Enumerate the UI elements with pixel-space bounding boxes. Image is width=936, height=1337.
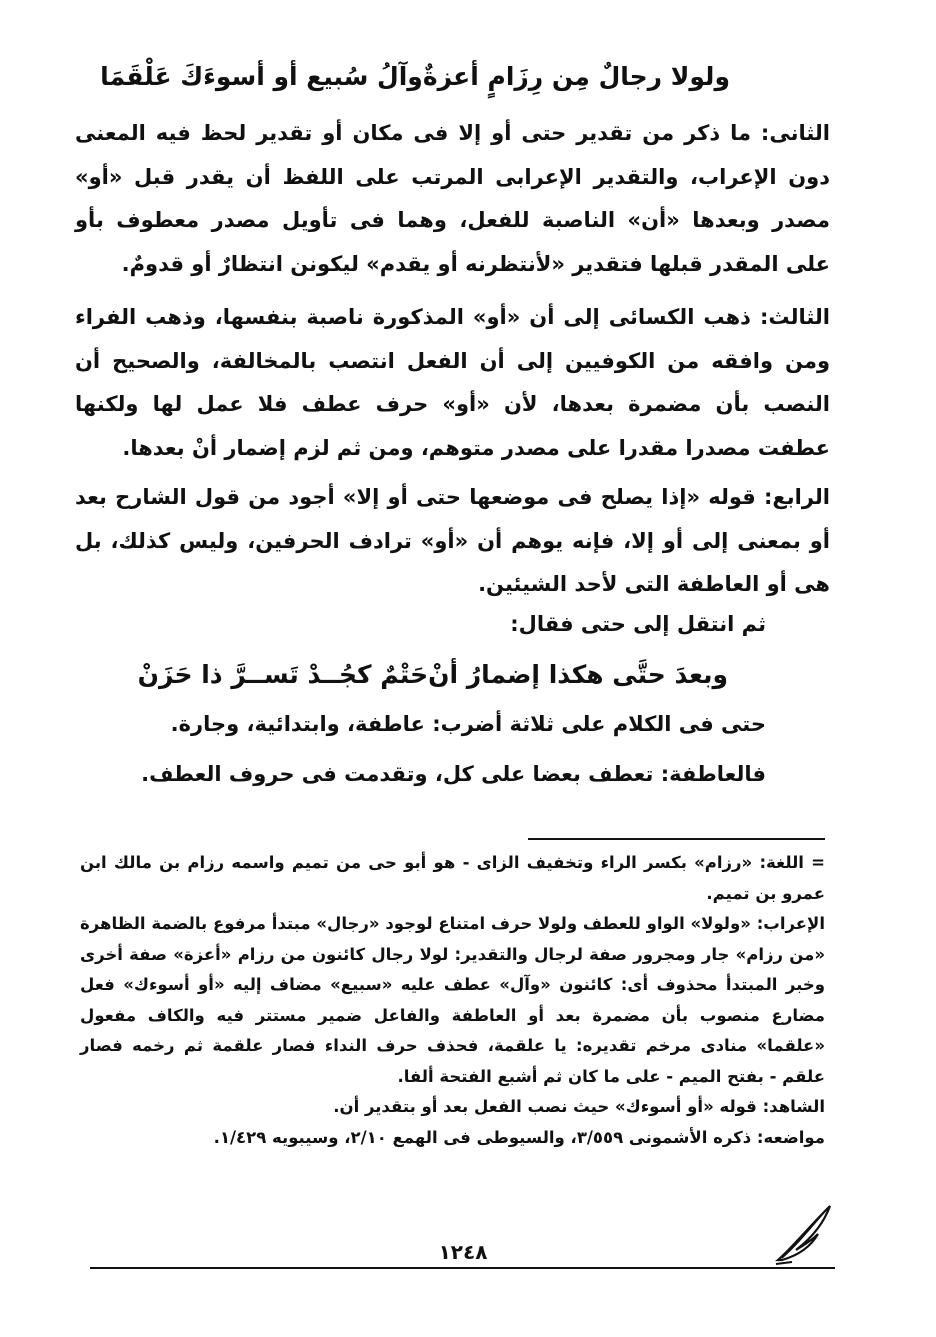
footnotes bbox=[80, 848, 825, 1153]
footnote-irab-lead: الإعراب: bbox=[756, 914, 825, 933]
verse-middle bbox=[137, 660, 728, 689]
footnote-mawadiuh bbox=[80, 1123, 825, 1154]
footnote-irab bbox=[80, 909, 825, 1092]
page-number: ١٢٤٨ bbox=[438, 1240, 488, 1264]
footnote-lugha-text: «رزام» بكسر الراء وتخفيف الزاى - هو أبو حى من تميم واسمه رزام بن مالك ابن عمرو بن تميم. bbox=[80, 853, 825, 903]
verse-middle-hemistich-2: حَتْمٌ كجُــدْ تَســرَّ ذا حَزَنْ bbox=[137, 660, 429, 689]
paragraph-third-text: ذهب الكسائى إلى أن «أو» المذكورة ناصبة بنفسها، وذهب الفراء ومن وافقه من الكوفيين إلى أن الفعل انتصب بالمخالفة، والصحيح أن النصب بأن مضمرة بعدها، لأن «أو» حرف عطف فلا عمل لها ولكنها عطفت مصدرا مقدرا على مصدر متوهم، ومن ثم لزم إضمار أنْ بعدها. bbox=[75, 305, 830, 460]
paragraph-second-lead: الثانى: bbox=[760, 121, 830, 145]
bottom-rule bbox=[90, 1267, 835, 1269]
footnote-shahid-lead: الشاهد: bbox=[762, 1097, 825, 1116]
footnote-shahid-text: قوله «أو أسوءك» حيث نصب الفعل بعد أو بتقدير أن. bbox=[333, 1097, 763, 1116]
paragraph-fourth-lead: الرابع: bbox=[764, 485, 830, 509]
paragraph-third bbox=[75, 296, 830, 470]
footnote-shahid bbox=[80, 1092, 825, 1123]
paragraph-second-text: ما ذكر من تقدير حتى أو إلا فى مكان أو تقدير لحظ فيه المعنى دون الإعراب، والتقدير الإعرابى المرتب على اللفظ أن يقدر قبل «أو» مصدر وبعدها «أن» الناصبة للفعل، وهما فى تأويل مصدر معطوف بأو على المقدر قبلها فتقدير «لأنتظرنه أو يقدم» ليكونن انتظارٌ أو قدومٌ. bbox=[75, 121, 830, 276]
paragraph-second bbox=[75, 112, 830, 286]
footnote-lugha-lead: = اللغة: bbox=[759, 853, 826, 872]
atifa-line: فالعاطفة: تعطف بعضا على كل، وتقدمت فى حروف العطف. bbox=[141, 762, 766, 786]
footnote-lugha bbox=[80, 848, 825, 909]
verse-top bbox=[100, 62, 730, 91]
footnote-irab-text: «ولولا» الواو للعطف ولولا حرف امتناع لوجود «رجال» مبتدأ مرفوع بالضمة الظاهرة «من رزام» جار ومجرور صفة لرجال والتقدير: لولا رجال كائنون من رزام «أعزة» صفة أخرى وخبر المبتدأ محذوف أى: كائنون «وآل» عطف عليه «سبيع» مضاف إليه «أو أسوءك» فعل مضارع منصوب بأن مضمرة بعد أو العاطفة والفاعل ضمير مستتر فيه والكاف مفعول «علقما» منادى مرخم تقديره: يا علقمة، فحذف حرف النداء فصار علقمة ثم رخمه فصار علقم - بفتح الميم - على ما كان ثم أشبع الفتحة ألفا. bbox=[80, 914, 825, 1086]
footnote-mawadiuh-text: ذكره الأشمونى ٣/٥٥٩، والسيوطى فى الهمع ٢/١٠، وسيبويه ١/٤٢٩. bbox=[213, 1127, 757, 1147]
verse-top-hemistich-2: وآلُ سُبيع أو أسوءَكَ عَلْقَمَا bbox=[100, 62, 423, 91]
footnote-separator bbox=[528, 838, 825, 840]
then-line: ثم انتقل إلى حتى فقال: bbox=[510, 612, 766, 636]
paragraph-third-lead: الثالث: bbox=[759, 305, 830, 329]
paragraph-fourth-text: قوله «إذا يصلح فى موضعها حتى أو إلا» أجود من قول الشارح بعد أو بمعنى إلى أو إلا، فإنه يوهم أن «أو» ترادف الحرفين، وليس كذلك، بل هى أو العاطفة التى لأحد الشيئين. bbox=[75, 485, 830, 596]
quill-pen-icon bbox=[772, 1196, 842, 1266]
hatta-line: حتى فى الكلام على ثلاثة أضرب: عاطفة، وابتدائية، وجارة. bbox=[170, 712, 766, 736]
verse-middle-hemistich-1: وبعدَ حتَّى هكذا إضمارُ أنْ bbox=[428, 660, 728, 689]
verse-top-hemistich-1: ولولا رجالٌ مِن رِزَامٍ أعزةٌ bbox=[422, 62, 730, 91]
paragraph-fourth bbox=[75, 476, 830, 607]
footnote-mawadiuh-lead: مواضعه: bbox=[756, 1127, 825, 1147]
